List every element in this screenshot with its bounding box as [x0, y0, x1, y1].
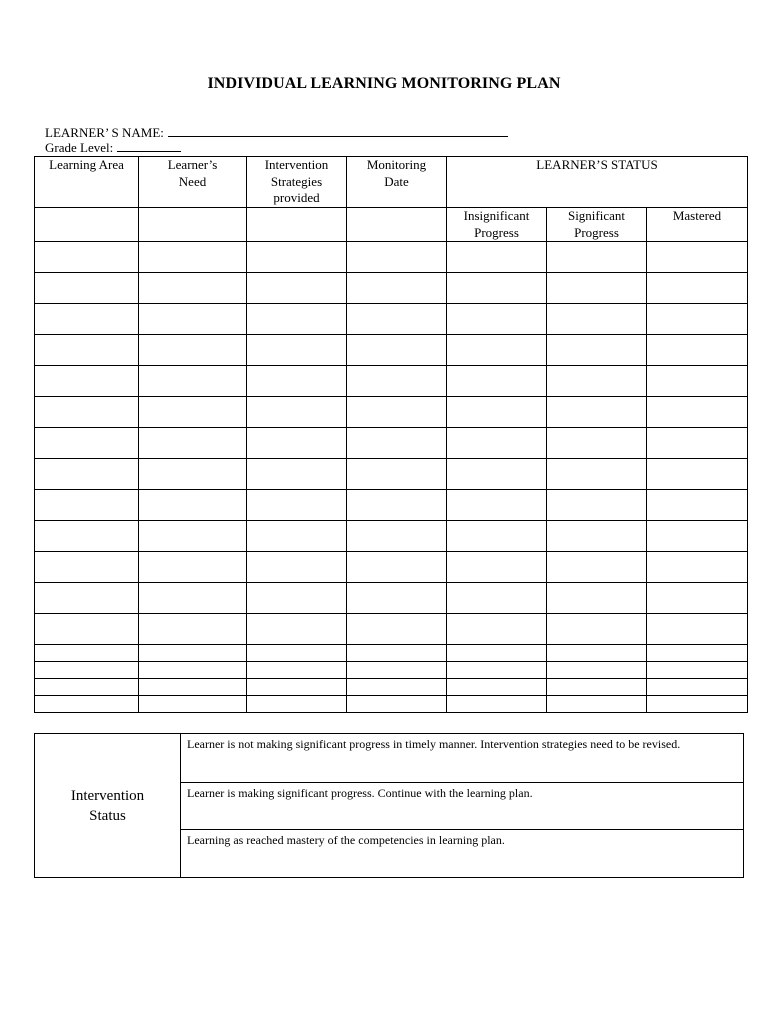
table-cell[interactable]: [447, 679, 547, 696]
table-row: [35, 583, 748, 614]
table-cell[interactable]: [347, 273, 447, 304]
table-cell[interactable]: [247, 696, 347, 713]
table-cell[interactable]: [447, 335, 547, 366]
table-cell[interactable]: [139, 679, 247, 696]
table-cell[interactable]: [139, 366, 247, 397]
table-cell[interactable]: [647, 645, 748, 662]
table-cell[interactable]: [447, 242, 547, 273]
table-cell[interactable]: [547, 490, 647, 521]
table-cell[interactable]: [35, 662, 139, 679]
table-row: [35, 304, 748, 335]
table-cell[interactable]: [247, 521, 347, 552]
table-row: [35, 273, 748, 304]
table-cell[interactable]: [347, 242, 447, 273]
header-learners-need: Learner’s Need: [139, 157, 247, 208]
table-row: [35, 242, 748, 273]
table-cell[interactable]: [247, 242, 347, 273]
table-cell[interactable]: [347, 662, 447, 679]
table-row: [35, 521, 748, 552]
table-row: [35, 696, 748, 713]
table-cell[interactable]: [247, 490, 347, 521]
grade-level-field: [45, 140, 181, 155]
table-cell[interactable]: [35, 304, 139, 335]
table-cell[interactable]: [35, 583, 139, 614]
table-row: [35, 552, 748, 583]
table-cell[interactable]: [139, 583, 247, 614]
table-cell[interactable]: [139, 335, 247, 366]
table-row: [35, 335, 748, 366]
table-cell[interactable]: [647, 679, 748, 696]
table-cell[interactable]: [547, 273, 647, 304]
table-cell[interactable]: [247, 645, 347, 662]
table-cell[interactable]: [647, 397, 748, 428]
table-cell[interactable]: [247, 335, 347, 366]
table-cell[interactable]: [247, 552, 347, 583]
table-cell[interactable]: [139, 521, 247, 552]
table-cell[interactable]: [647, 304, 748, 335]
table-cell[interactable]: [35, 459, 139, 490]
cell-blank[interactable]: [347, 208, 447, 242]
table-cell[interactable]: [35, 614, 139, 645]
table-cell[interactable]: [647, 521, 748, 552]
table-cell[interactable]: [547, 397, 647, 428]
table-cell[interactable]: [347, 679, 447, 696]
table-cell[interactable]: [447, 521, 547, 552]
table-cell[interactable]: [647, 428, 748, 459]
table-cell[interactable]: [347, 366, 447, 397]
header-learners-status: LEARNER’S STATUS: [447, 157, 748, 208]
table-cell[interactable]: [447, 490, 547, 521]
table-cell[interactable]: [139, 696, 247, 713]
table-cell[interactable]: [347, 696, 447, 713]
table-cell[interactable]: [347, 428, 447, 459]
header-monitoring-date: Monitoring Date: [347, 157, 447, 208]
table-row: [35, 366, 748, 397]
table-cell[interactable]: [447, 645, 547, 662]
table-cell[interactable]: [35, 335, 139, 366]
table-cell[interactable]: [139, 242, 247, 273]
table-cell[interactable]: [35, 397, 139, 428]
table-row: [35, 614, 748, 645]
table-cell[interactable]: [247, 614, 347, 645]
table-cell[interactable]: [139, 645, 247, 662]
table-cell[interactable]: [35, 679, 139, 696]
cell-blank[interactable]: [139, 208, 247, 242]
table-cell[interactable]: [547, 583, 647, 614]
table-cell[interactable]: [139, 490, 247, 521]
monitoring-table: [34, 156, 748, 713]
table-cell[interactable]: [547, 242, 647, 273]
table-cell[interactable]: [347, 614, 447, 645]
table-cell[interactable]: [247, 679, 347, 696]
table-cell[interactable]: [547, 662, 647, 679]
grade-level-blank[interactable]: [117, 140, 181, 152]
learner-name-blank[interactable]: [168, 125, 508, 137]
table-cell[interactable]: [347, 304, 447, 335]
table-cell[interactable]: [139, 662, 247, 679]
table-cell[interactable]: [247, 366, 347, 397]
table-cell[interactable]: [247, 304, 347, 335]
table-cell[interactable]: [139, 273, 247, 304]
table-row: [35, 679, 748, 696]
table-cell[interactable]: [547, 552, 647, 583]
grade-level-label: Grade Level:: [45, 140, 114, 155]
table-cell[interactable]: [647, 273, 748, 304]
table-cell[interactable]: [547, 366, 647, 397]
header-learning-area: Learning Area: [35, 157, 139, 208]
table-cell[interactable]: [547, 679, 647, 696]
table-cell[interactable]: [647, 614, 748, 645]
table-cell[interactable]: [35, 273, 139, 304]
table-cell[interactable]: [247, 397, 347, 428]
table-cell[interactable]: [347, 397, 447, 428]
intervention-status-label: [35, 734, 181, 878]
learner-name-field: [45, 125, 508, 140]
table-cell[interactable]: [447, 614, 547, 645]
table-cell[interactable]: [347, 645, 447, 662]
table-cell[interactable]: [547, 645, 647, 662]
cell-blank[interactable]: [247, 208, 347, 242]
table-cell[interactable]: [447, 304, 547, 335]
table-cell[interactable]: [247, 428, 347, 459]
table-cell[interactable]: [547, 335, 647, 366]
table-cell[interactable]: [347, 521, 447, 552]
monitoring-table-body: [35, 242, 748, 713]
cell-blank[interactable]: [35, 208, 139, 242]
subheader-mastered: Mastered: [647, 208, 748, 242]
table-row: [35, 397, 748, 428]
table-cell[interactable]: [447, 552, 547, 583]
table-cell[interactable]: [547, 521, 647, 552]
intervention-status-table: [34, 733, 744, 878]
table-cell[interactable]: [35, 366, 139, 397]
table-cell[interactable]: [35, 521, 139, 552]
table-row: [35, 428, 748, 459]
table-cell[interactable]: [347, 459, 447, 490]
table-cell[interactable]: [35, 645, 139, 662]
table-cell[interactable]: [647, 696, 748, 713]
table-cell[interactable]: [139, 304, 247, 335]
table-row: [35, 645, 748, 662]
table-cell[interactable]: [447, 459, 547, 490]
table-cell[interactable]: [447, 583, 547, 614]
table-cell[interactable]: [139, 428, 247, 459]
table-row: [35, 459, 748, 490]
table-cell[interactable]: [247, 662, 347, 679]
table-cell[interactable]: [347, 335, 447, 366]
table-cell[interactable]: [447, 428, 547, 459]
learner-name-label: LEARNER’ S NAME:: [45, 125, 164, 140]
table-cell[interactable]: [347, 490, 447, 521]
table-cell[interactable]: [247, 459, 347, 490]
table-cell[interactable]: [647, 335, 748, 366]
table-cell[interactable]: [447, 273, 547, 304]
table-cell[interactable]: [547, 459, 647, 490]
table-row: [35, 490, 748, 521]
table-cell[interactable]: [447, 662, 547, 679]
table-cell[interactable]: [647, 242, 748, 273]
table-cell[interactable]: [447, 696, 547, 713]
status-option-mastery: Learning as reached mastery of the competencies in learning plan.: [181, 830, 744, 878]
table-row: [35, 662, 748, 679]
table-cell[interactable]: [547, 304, 647, 335]
table-cell[interactable]: [647, 583, 748, 614]
table-cell[interactable]: [35, 696, 139, 713]
table-cell[interactable]: [547, 428, 647, 459]
table-cell[interactable]: [35, 490, 139, 521]
document-title: INDIVIDUAL LEARNING MONITORING PLAN: [207, 75, 561, 92]
table-cell[interactable]: [647, 490, 748, 521]
table-cell[interactable]: [139, 397, 247, 428]
table-cell[interactable]: [647, 662, 748, 679]
table-cell[interactable]: [447, 397, 547, 428]
table-cell[interactable]: [247, 273, 347, 304]
table-cell[interactable]: [347, 583, 447, 614]
status-option-revise: Learner is not making significant progress in timely manner. Intervention strategies need to be revised.: [181, 734, 744, 783]
table-cell[interactable]: [347, 552, 447, 583]
subheader-significant-progress: Significant Progress: [547, 208, 647, 242]
table-cell[interactable]: [647, 366, 748, 397]
table-cell[interactable]: [35, 552, 139, 583]
table-cell[interactable]: [547, 696, 647, 713]
table-cell[interactable]: [647, 459, 748, 490]
status-option-continue: Learner is making significant progress. Continue with the learning plan.: [181, 783, 744, 830]
intervention-status-label-text: Intervention Status: [70, 787, 145, 824]
table-cell[interactable]: [547, 614, 647, 645]
header-intervention-strategies: Intervention Strategies provided: [247, 157, 347, 208]
table-cell[interactable]: [647, 552, 748, 583]
table-cell[interactable]: [139, 552, 247, 583]
subheader-insignificant-progress: Insignificant Progress: [447, 208, 547, 242]
table-cell[interactable]: [35, 428, 139, 459]
table-cell[interactable]: [139, 614, 247, 645]
table-cell[interactable]: [35, 242, 139, 273]
table-cell[interactable]: [139, 459, 247, 490]
table-cell[interactable]: [447, 366, 547, 397]
table-cell[interactable]: [247, 583, 347, 614]
